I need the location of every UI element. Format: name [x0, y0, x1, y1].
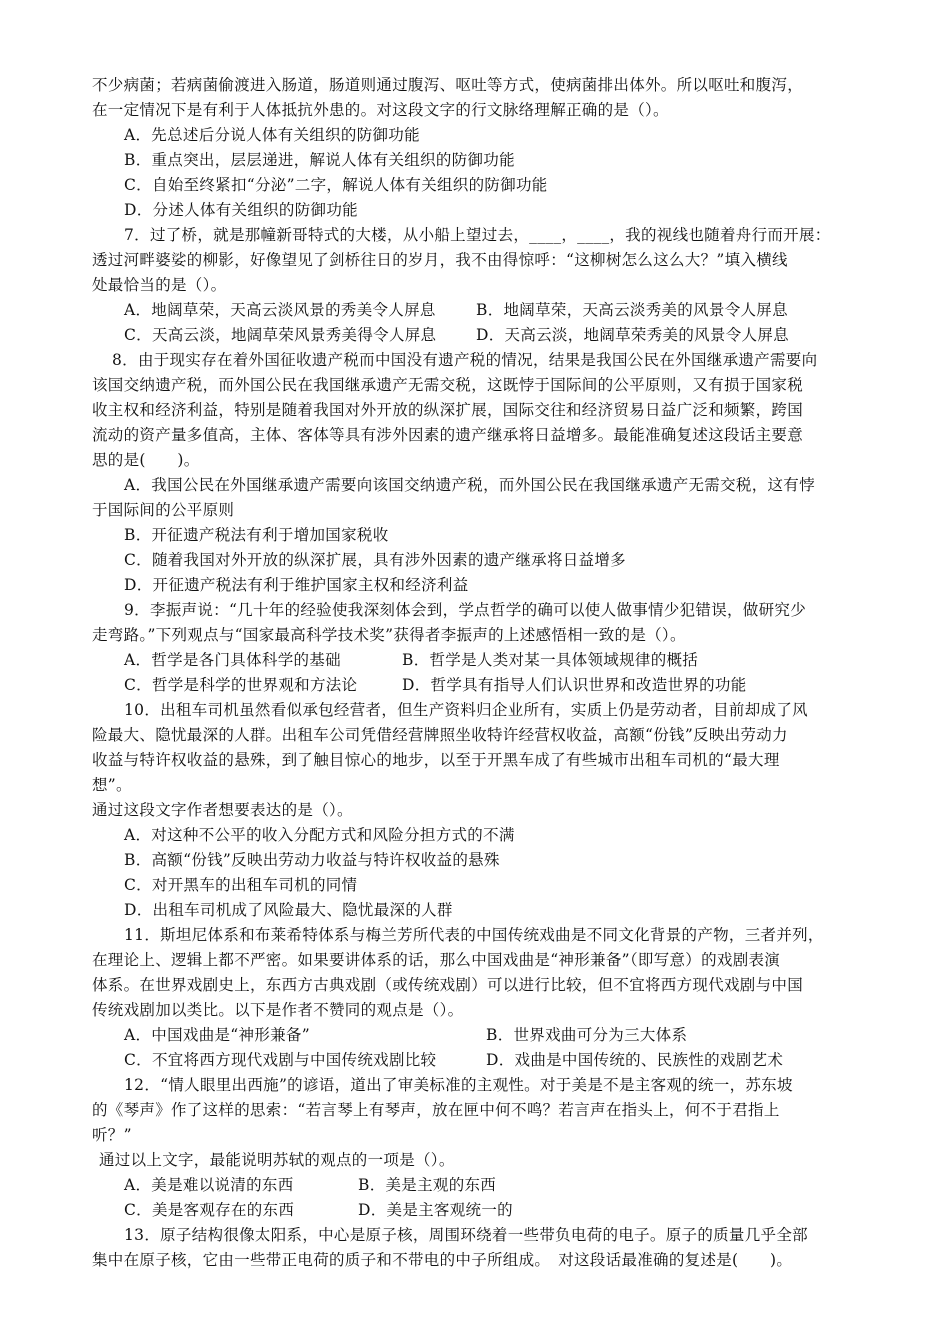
text-line: 传统戏剧加以类比。以下是作者不赞同的观点是（）。 — [92, 1001, 464, 1019]
option-d: D．戏曲是中国传统的、民族性的戏剧艺术 — [486, 1051, 784, 1069]
text-line: 收主权和经济利益，特别是随着我国对外开放的纵深扩展，国际交往和经济贸易日益广泛和频繁，跨国 — [92, 401, 804, 419]
option-d: D．天高云淡，地阔草荣秀美的风景令人屏息 — [476, 326, 789, 344]
text-line: 险最大、隐忧最深的人群。出租车公司凭借经营牌照坐收特许经营权收益，高额“份钱”反映出劳动力 — [92, 726, 788, 744]
option-a: A．美是难以说清的东西 — [124, 1176, 294, 1194]
text-line: 该国交纳遗产税，而外国公民在我国继承遗产无需交税，这既悖于国际间的公平原则，又有损于国家税 — [92, 376, 804, 394]
question-stem-line: 通过以上文字，最能说明苏轼的观点的一项是（）。 — [99, 1151, 455, 1169]
text-line: 处最恰当的是（）。 — [92, 276, 227, 294]
option-b: B．开征遗产税法有利于增加国家税收 — [124, 526, 389, 544]
option-a: A．中国戏曲是“神形兼备” — [124, 1026, 310, 1044]
option-c: C．随着我国对外开放的纵深扩展，具有涉外因素的遗产继承将日益增多 — [124, 551, 626, 569]
option-d: D．哲学具有指导人们认识世界和改造世界的功能 — [402, 676, 747, 694]
question-13: 13．原子结构很像太阳系，中心是原子核，周围环绕着一些带负电荷的电子。原子的质量几乎全部 — [124, 1226, 808, 1244]
text-line: 于国际间的公平原则 — [92, 501, 235, 519]
option-c: C．哲学是科学的世界观和方法论 — [124, 676, 358, 694]
text-line: 流动的资产量多值高，主体、客体等具有涉外因素的遗产继承将日益增多。最能准确复述这段话主要意 — [92, 426, 804, 444]
text-line: 的《琴声》作了这样的思索：“若言琴上有琴声，放在匣中何不鸣？若言声在指头上，何不于君指上 — [92, 1101, 780, 1119]
question-8: 8．由于现实存在着外国征收遗产税而中国没有遗产税的情况，结果是我国公民在外国继承遗产需要向 — [112, 351, 818, 369]
option-d: D．开征遗产税法有利于维护国家主权和经济利益 — [124, 576, 469, 594]
option-d: D．分述人体有关组织的防御功能 — [124, 201, 358, 219]
option-b: B．世界戏曲可分为三大体系 — [486, 1026, 688, 1044]
text-line: 想”。 — [92, 776, 132, 794]
option-b: B．美是主观的东西 — [358, 1176, 497, 1194]
option-a: A．对这种不公平的收入分配方式和风险分担方式的不满 — [124, 826, 515, 844]
question-11: 11．斯坦尼体系和布莱希特体系与梅兰芳所代表的中国传统戏曲是不同文化背景的产物，三者并列， — [124, 926, 824, 944]
question-stem-line: 在一定情况下是有利于人体抵抗外患的。对这段文字的行文脉络理解正确的是（）。 — [92, 101, 669, 119]
option-b: B．重点突出，层层递进，解说人体有关组织的防御功能 — [124, 151, 515, 169]
option-c: C．对开黑车的出租车司机的同情 — [124, 876, 358, 894]
option-a: A．哲学是各门具体科学的基础 — [124, 651, 341, 669]
question-stem-line: 通过这段文字作者想要表达的是（）。 — [92, 801, 353, 819]
option-c: C．美是客观存在的东西 — [124, 1201, 295, 1219]
option-b: B．地阔草荣，天高云淡秀美的风景令人屏息 — [476, 301, 788, 319]
text-line: 集中在原子核，它由一些带正电荷的质子和不带电的中子所组成。 对这段话最准确的复述是( )。 — [92, 1251, 793, 1269]
option-a: A．我国公民在外国继承遗产需要向该国交纳遗产税，而外国公民在我国继承遗产无需交税，这有悖 — [124, 476, 815, 494]
option-a: A．地阔草荣，天高云淡风景的秀美令人屏息 — [124, 301, 436, 319]
option-c: C．天高云淡，地阔草荣风景秀美得令人屏息 — [124, 326, 437, 344]
option-a: A．先总述后分说人体有关组织的防御功能 — [124, 126, 420, 144]
question-7: 7．过了桥，就是那幢新哥特式的大楼，从小船上望过去，____，____，我的视线也随着舟行而开展： — [124, 226, 831, 244]
text-line: 听？” — [92, 1126, 132, 1144]
question-9: 9．李振声说：“几十年的经验使我深刻体会到，学点哲学的确可以使人做事情少犯错误，做研究少 — [124, 601, 806, 619]
option-d: D．美是主客观统一的 — [358, 1201, 513, 1219]
text-line: 体系。在世界戏剧史上，东西方古典戏剧（或传统戏剧）可以进行比较，但不宜将西方现代戏剧与中国 — [92, 976, 804, 994]
text-line: 透过河畔婆娑的柳影，好像望见了剑桥往日的岁月，我不由得惊呼：“这柳树怎么这么大？”填入横线 — [92, 251, 788, 269]
option-c: C．不宜将西方现代戏剧与中国传统戏剧比较 — [124, 1051, 437, 1069]
question-12: 12．“情人眼里出西施”的谚语，道出了审美标准的主观性。对于美是不是主客观的统一，苏东坡 — [124, 1076, 793, 1094]
question-10: 10．出租车司机虽然看似承包经营者，但生产资料归企业所有，实质上仍是劳动者，目前却成了风 — [124, 701, 808, 719]
text-line: 不少病菌；若病菌偷渡进入肠道，肠道则通过腹泻、呕吐等方式，使病菌排出体外。所以呕吐和腹泻， — [92, 76, 804, 94]
option-b: B．哲学是人类对某一具体领域规律的概括 — [402, 651, 699, 669]
option-d: D．出租车司机成了风险最大、隐忧最深的人群 — [124, 901, 453, 919]
option-c: C．自始至终紧扣“分泌”二字，解说人体有关组织的防御功能 — [124, 176, 548, 194]
text-line: 思的是( )。 — [92, 451, 200, 469]
text-line: 走弯路。”下列观点与“国家最高科学技术奖”获得者李振声的上述感悟相一致的是（）。 — [92, 626, 686, 644]
option-b: B．高额“份钱”反映出劳动力收益与特许权收益的悬殊 — [124, 851, 500, 869]
text-line: 收益与特许权收益的悬殊，到了触目惊心的地步，以至于开黑车成了有些城市出租车司机的“最大理 — [92, 751, 780, 769]
text-line: 在理论上、逻辑上都不严密。如果要讲体系的话，那么中国戏曲是“神形兼备”（即写意）的戏剧表演 — [92, 951, 781, 969]
